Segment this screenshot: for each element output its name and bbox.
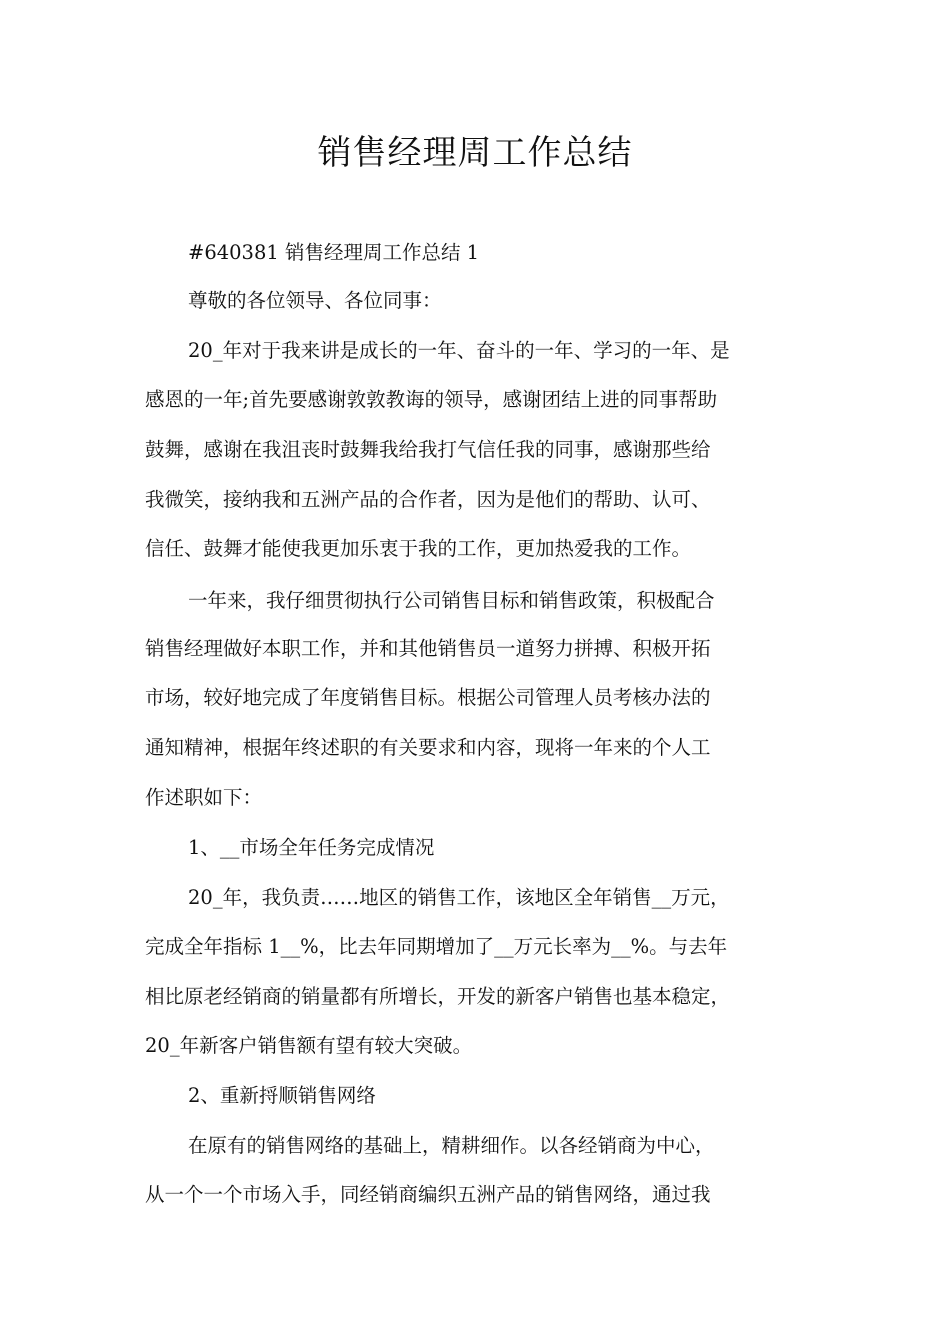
paragraph-line: 通知精神，根据年终述职的有关要求和内容，现将一年来的个人工 xyxy=(145,736,711,759)
paragraph-line: 我微笑，接纳我和五洲产品的合作者，因为是他们的帮助、认可、 xyxy=(145,488,711,511)
paragraph-line: 信任、鼓舞才能使我更加乐衷于我的工作，更加热爱我的工作。 xyxy=(145,537,692,560)
paragraph-line: 一年来，我仔细贯彻执行公司销售目标和销售政策，积极配合 xyxy=(188,589,715,612)
paragraph-line: 相比原老经销商的销量都有所增长，开发的新客户销售也基本稳定， xyxy=(145,985,731,1008)
paragraph-line: 鼓舞，感谢在我沮丧时鼓舞我给我打气信任我的同事，感谢那些给 xyxy=(145,438,711,461)
paragraph-line: 销售经理做好本职工作，并和其他销售员一道努力拼搏、积极开拓 xyxy=(145,637,711,660)
paragraph-line: 感恩的一年;首先要感谢敦敦教诲的领导，感谢团结上进的同事帮助 xyxy=(145,388,718,411)
paragraph-line: 20_年，我负责……地区的销售工作，该地区全年销售__万元， xyxy=(188,886,730,909)
section-heading: 2、重新捋顺销售网络 xyxy=(188,1084,376,1107)
paragraph-line: 20_年对于我来讲是成长的一年、奋斗的一年、学习的一年、是 xyxy=(188,339,730,362)
section-heading: 1、__市场全年任务完成情况 xyxy=(188,836,435,859)
paragraph-line: 20_年新客户销售额有望有较大突破。 xyxy=(145,1034,473,1057)
paragraph-line: 作述职如下： xyxy=(145,786,263,809)
paragraph-line: 从一个一个市场入手，同经销商编织五洲产品的销售网络，通过我 xyxy=(145,1183,711,1206)
document-title: 销售经理周工作总结 xyxy=(317,133,633,173)
paragraph-line: 在原有的销售网络的基础上，精耕细作。以各经销商为中心， xyxy=(188,1134,715,1157)
paragraph-line: 市场，较好地完成了年度销售目标。根据公司管理人员考核办法的 xyxy=(145,686,711,709)
paragraph-line: 完成全年指标 1__%，比去年同期增加了__万元长率为__%。与去年 xyxy=(145,935,728,958)
salutation-line: 尊敬的各位领导、各位同事： xyxy=(188,289,442,312)
doc-reference-line: #640381 销售经理周工作总结 1 xyxy=(188,241,480,264)
